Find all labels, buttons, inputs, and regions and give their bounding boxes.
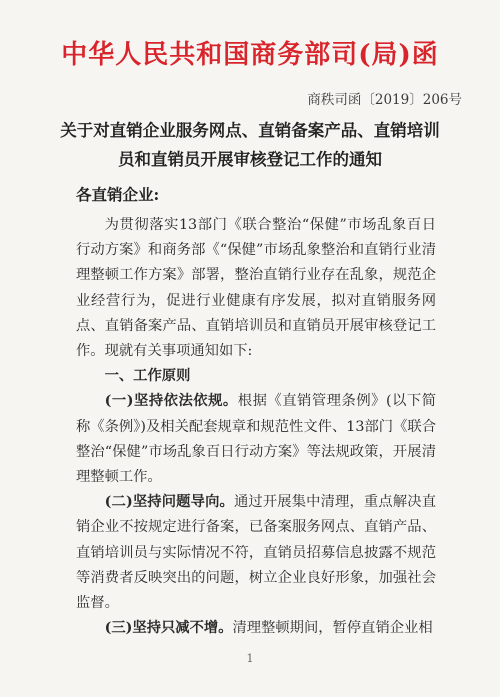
page-number: 1 [246, 652, 254, 665]
title-line-2: 员和直销员开展审核登记工作的通知 [118, 150, 382, 169]
salutation: 各直销企业: [76, 185, 160, 204]
section-heading-principles: 一、工作原则 [104, 368, 191, 385]
document-title [0, 116, 500, 174]
principle-item-2 [76, 490, 436, 616]
document-number: 商秩司函〔2019〕206号 [307, 92, 462, 108]
document-body [76, 213, 436, 641]
principle-item-1 [76, 389, 436, 490]
title-line-1: 关于对直销企业服务网点、直销备案产品、直销培训 [60, 121, 440, 140]
principle-text-3: 清理整顿期间，暂停直销企业相 [232, 620, 433, 637]
intro-paragraph: 为贯彻落实13部门《联合整治“保健”市场乱象百日行动方案》和商务部《“保健”市场乱象整治和直销行业清理整顿工作方案》部署，整治直销行业存在乱象，规范企业经营行为，促进行业健康有序发展，拟对直销服务网点、直销备案产品、直销培训员和直销员开展审核登记工作。现就有关事项通知如下: [76, 217, 436, 360]
principle-label-2: (二)坚持问题导向。 [104, 494, 234, 511]
principle-text-2: 通过开展集中清理，重点解决直销企业不按规定进行备案，已备案服务网点、直销产品、直销培训员与实际情况不符，直销员招募信息披露不规范等消费者反映突出的问题，树立企业良好形象，加强社会监督。 [76, 494, 436, 612]
principle-text-1: 根据《直销管理条例》(以下简称《条例》)及相关配套规章和规范性文件、13部门《联合整治“保健”市场乱象百日行动方案》等法规政策，开展清理整顿工作。 [76, 393, 437, 486]
letterhead-title: 中华人民共和国商务部司(局)函 [61, 40, 439, 70]
principle-label-3: (三)坚持只减不增。 [104, 620, 233, 637]
principle-label-1: (一)坚持依法依规。 [104, 393, 238, 410]
principle-item-3 [76, 616, 436, 641]
